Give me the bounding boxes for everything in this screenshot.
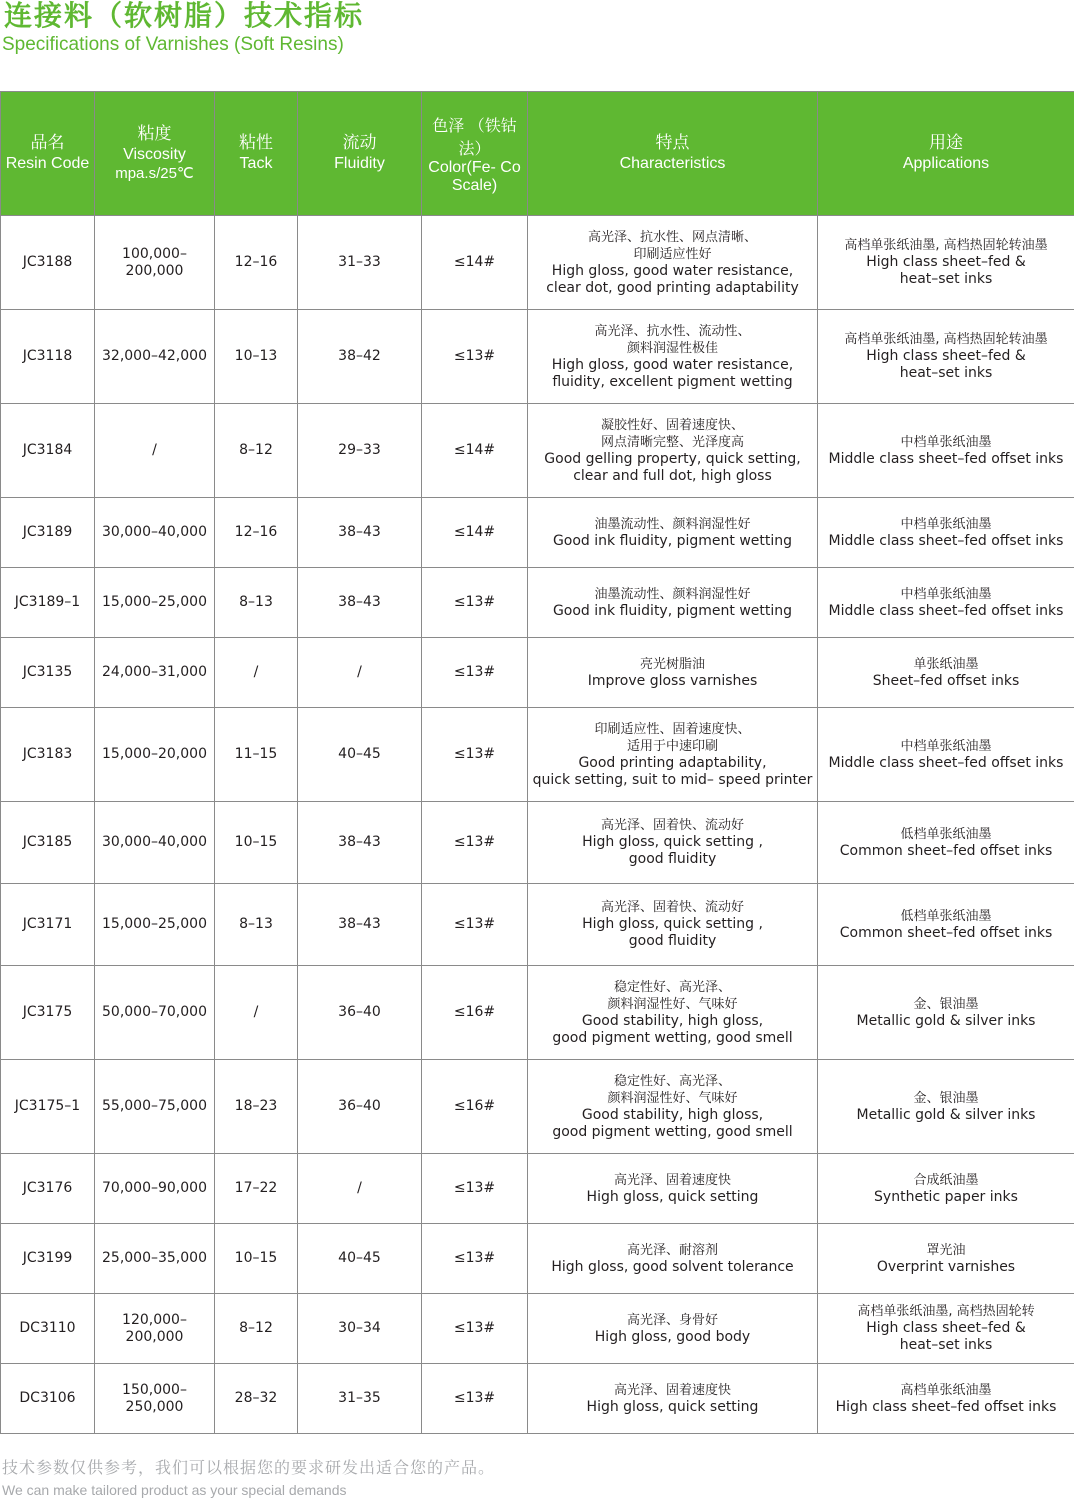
characteristics-cell-line: 高光泽、抗水性、网点清晰、: [587, 229, 757, 245]
table-row: [1, 404, 1074, 498]
header-characteristics: 特点 Characteristics: [528, 92, 818, 216]
table-row: [1, 1294, 1074, 1364]
resin-code-cell: DC3106: [1, 1364, 95, 1434]
resin-code-cell: JC3175: [1, 966, 95, 1060]
color-cell: ≤13#: [422, 1224, 528, 1294]
fluidity-cell: 31–35: [298, 1364, 422, 1434]
tack-cell: 17–22: [215, 1154, 298, 1224]
applications-cell-line: 金、银油墨: [913, 1090, 979, 1106]
characteristics-cell: [528, 498, 818, 568]
characteristics-cell-line: Good stability, high gloss,: [581, 1106, 764, 1123]
applications-cell-line: High class sheet–fed &: [866, 254, 1026, 270]
applications-cell: [818, 216, 1074, 310]
applications-cell-line: High class sheet–fed &: [866, 1320, 1026, 1336]
characteristics-cell-line: 稳定性好、高光泽、: [613, 979, 731, 995]
characteristics-cell-line: Good ink fluidity, pigment wetting: [552, 602, 793, 619]
fluidity-cell: 36–40: [298, 1060, 422, 1154]
fluidity-cell: 40–45: [298, 1224, 422, 1294]
tack-cell: 8–12: [215, 404, 298, 498]
resin-code-cell: JC3185: [1, 802, 95, 884]
applications-cell-line: 高档单张纸油墨, 高档热固轮转: [857, 1304, 1035, 1319]
characteristics-cell: [528, 1364, 818, 1434]
applications-cell: [818, 1364, 1074, 1434]
table-row: [1, 310, 1074, 404]
page-title-english: Specifications of Varnishes (Soft Resins): [2, 34, 344, 55]
viscosity-cell-line: 32,000–42,000: [102, 348, 207, 364]
resin-code-cell: DC3110: [1, 1294, 95, 1364]
characteristics-cell-line: Good stability, high gloss,: [581, 1012, 764, 1029]
characteristics-cell-line: High gloss, good body: [594, 1328, 751, 1345]
characteristics-cell-line: 亮光树脂油: [639, 656, 705, 672]
viscosity-cell-line: 250,000: [125, 1398, 184, 1415]
viscosity-cell: [95, 884, 215, 966]
viscosity-cell-line: 200,000: [125, 1328, 184, 1345]
applications-cell-line: High class sheet–fed offset inks: [835, 1398, 1057, 1415]
fluidity-cell: 36–40: [298, 966, 422, 1060]
table-row: [1, 216, 1074, 310]
characteristics-cell-line: 高光泽、耐溶剂: [626, 1242, 718, 1258]
characteristics-cell: [528, 884, 818, 966]
table-header-row: [1, 92, 1074, 216]
tack-cell: 10–15: [215, 802, 298, 884]
characteristics-cell-line: High gloss, quick setting: [586, 1188, 759, 1205]
tack-cell: 12–16: [215, 498, 298, 568]
viscosity-cell-line: 15,000–25,000: [102, 594, 207, 610]
resin-code-cell: JC3175–1: [1, 1060, 95, 1154]
applications-cell: [818, 966, 1074, 1060]
tack-cell: 8–13: [215, 568, 298, 638]
viscosity-cell-line: 70,000–90,000: [102, 1180, 207, 1196]
characteristics-cell-line: 高光泽、固着速度快: [613, 1382, 731, 1398]
characteristics-cell-line: good fluidity: [628, 933, 717, 949]
characteristics-cell-line: 高光泽、身骨好: [626, 1312, 718, 1328]
viscosity-cell-line: 30,000–40,000: [102, 524, 207, 540]
characteristics-cell: [528, 708, 818, 802]
tack-cell: 8–12: [215, 1294, 298, 1364]
color-cell: ≤13#: [422, 1294, 528, 1364]
color-cell: ≤14#: [422, 404, 528, 498]
applications-cell-line: Middle class sheet–fed offset inks: [828, 754, 1064, 771]
viscosity-cell-line: 15,000–20,000: [102, 746, 207, 762]
color-cell: ≤16#: [422, 1060, 528, 1154]
resin-code-cell: JC3118: [1, 310, 95, 404]
characteristics-cell-line: 油墨流动性、颜料润湿性好: [594, 586, 751, 602]
characteristics-cell-line: good pigment wetting, good smell: [552, 1029, 793, 1046]
applications-cell-line: Metallic gold & silver inks: [856, 1012, 1036, 1029]
characteristics-cell-line: good pigment wetting, good smell: [552, 1123, 793, 1140]
fluidity-cell: 38–43: [298, 802, 422, 884]
applications-cell-line: Metallic gold & silver inks: [856, 1106, 1036, 1123]
table-row: [1, 1364, 1074, 1434]
tack-cell: 10–13: [215, 310, 298, 404]
characteristics-cell-line: Good printing adaptability,: [578, 754, 767, 771]
fluidity-cell: 38–43: [298, 498, 422, 568]
fluidity-cell: 31–33: [298, 216, 422, 310]
table-row: [1, 1224, 1074, 1294]
fluidity-cell: 38–43: [298, 884, 422, 966]
viscosity-cell-line: 24,000–31,000: [102, 664, 207, 680]
viscosity-cell: [95, 638, 215, 708]
fluidity-cell: 40–45: [298, 708, 422, 802]
characteristics-cell-line: 印刷适应性、固着速度快、: [594, 721, 751, 737]
resin-code-cell: JC3183: [1, 708, 95, 802]
color-cell: ≤13#: [422, 884, 528, 966]
characteristics-cell-line: High gloss, quick setting ,: [582, 916, 763, 932]
tack-cell: /: [215, 638, 298, 708]
header-color: 色泽 （铁钴法） Color(Fe- Co Scale): [422, 92, 528, 216]
table-body: [1, 216, 1074, 1434]
characteristics-cell-line: good fluidity: [628, 851, 717, 867]
color-cell: ≤13#: [422, 310, 528, 404]
applications-cell: [818, 1060, 1074, 1154]
viscosity-cell-line: 100,000–: [122, 245, 187, 262]
fluidity-cell: 30–34: [298, 1294, 422, 1364]
viscosity-cell-line: 25,000–35,000: [102, 1250, 207, 1266]
color-cell: ≤13#: [422, 638, 528, 708]
characteristics-cell-line: 高光泽、固着快、流动好: [600, 900, 744, 915]
header-fluidity: 流动 Fluidity: [298, 92, 422, 216]
applications-cell: [818, 498, 1074, 568]
applications-cell-line: 罩光油: [926, 1242, 966, 1258]
resin-code-cell: JC3135: [1, 638, 95, 708]
footer-note-chinese: 技术参数仅供参考，我们可以根据您的要求研发出适合您的产品。: [2, 1458, 496, 1477]
applications-cell: [818, 708, 1074, 802]
characteristics-cell-line: clear dot, good printing adaptability: [546, 279, 799, 296]
characteristics-cell-line: 适用于中速印刷: [626, 738, 718, 754]
applications-cell-line: Middle class sheet–fed offset inks: [828, 602, 1064, 619]
viscosity-cell: [95, 1364, 215, 1434]
tack-cell: 8–13: [215, 884, 298, 966]
characteristics-cell-line: Good ink fluidity, pigment wetting: [552, 532, 793, 549]
characteristics-cell-line: 颜料润湿性好、气味好: [607, 996, 738, 1012]
color-cell: ≤13#: [422, 802, 528, 884]
color-cell: ≤13#: [422, 1154, 528, 1224]
characteristics-cell: [528, 1060, 818, 1154]
resin-code-cell: JC3184: [1, 404, 95, 498]
tack-cell: 11–15: [215, 708, 298, 802]
characteristics-cell-line: High gloss, quick setting ,: [582, 834, 763, 850]
viscosity-cell-line: 150,000–: [122, 1381, 187, 1398]
varnish-spec-table: [0, 91, 1074, 1434]
table-row: [1, 498, 1074, 568]
characteristics-cell-line: fluidity, excellent pigment wetting: [552, 373, 793, 390]
characteristics-cell: [528, 216, 818, 310]
page-title-chinese: 连接料（软树脂）技术指标: [4, 0, 365, 32]
applications-cell-line: 低档单张纸油墨: [900, 908, 992, 924]
viscosity-cell-line: 55,000–75,000: [102, 1098, 207, 1114]
characteristics-cell-line: quick setting, suit to mid– speed printer: [532, 771, 813, 788]
applications-cell: [818, 1154, 1074, 1224]
applications-cell-line: heat–set inks: [899, 1337, 993, 1353]
viscosity-cell: [95, 802, 215, 884]
table-row: [1, 966, 1074, 1060]
viscosity-cell: [95, 1060, 215, 1154]
applications-cell-line: 中档单张纸油墨: [900, 434, 992, 450]
tack-cell: 28–32: [215, 1364, 298, 1434]
applications-cell-line: Middle class sheet–fed offset inks: [828, 450, 1064, 467]
characteristics-cell-line: High gloss, good water resistance,: [551, 356, 794, 373]
header-resin-code: 品名 Resin Code: [1, 92, 95, 216]
applications-cell-line: Overprint varnishes: [876, 1258, 1016, 1275]
characteristics-cell-line: Improve gloss varnishes: [587, 672, 758, 689]
applications-cell-line: Middle class sheet–fed offset inks: [828, 532, 1064, 549]
applications-cell: [818, 802, 1074, 884]
viscosity-cell-line: /: [152, 442, 157, 458]
applications-cell-line: 中档单张纸油墨: [900, 516, 992, 532]
table-row: [1, 1154, 1074, 1224]
fluidity-cell: 38–43: [298, 568, 422, 638]
tack-cell: 12–16: [215, 216, 298, 310]
characteristics-cell: [528, 404, 818, 498]
color-cell: ≤13#: [422, 568, 528, 638]
characteristics-cell-line: High gloss, good solvent tolerance: [551, 1258, 794, 1275]
tack-cell: /: [215, 966, 298, 1060]
table-row: [1, 802, 1074, 884]
characteristics-cell-line: 高光泽、固着速度快: [613, 1172, 731, 1188]
resin-code-cell: JC3199: [1, 1224, 95, 1294]
viscosity-cell: [95, 708, 215, 802]
applications-cell-line: heat–set inks: [899, 271, 993, 287]
viscosity-cell-line: 15,000–25,000: [102, 916, 207, 932]
tack-cell: 18–23: [215, 1060, 298, 1154]
resin-code-cell: JC3189: [1, 498, 95, 568]
tack-cell: 10–15: [215, 1224, 298, 1294]
color-cell: ≤13#: [422, 708, 528, 802]
color-cell: ≤13#: [422, 1364, 528, 1434]
characteristics-cell: [528, 1224, 818, 1294]
viscosity-cell-line: 50,000–70,000: [102, 1004, 207, 1020]
characteristics-cell: [528, 310, 818, 404]
header-viscosity: 粘度 Viscosity mpa.s/25℃: [95, 92, 215, 216]
fluidity-cell: /: [298, 1154, 422, 1224]
table-row: [1, 884, 1074, 966]
table-row: [1, 708, 1074, 802]
viscosity-cell: [95, 1154, 215, 1224]
applications-cell: [818, 1294, 1074, 1364]
viscosity-cell-line: 30,000–40,000: [102, 834, 207, 850]
table-row: [1, 1060, 1074, 1154]
applications-cell-line: High class sheet–fed &: [866, 348, 1026, 364]
characteristics-cell-line: 稳定性好、高光泽、: [613, 1073, 731, 1089]
applications-cell-line: 高档单张纸油墨, 高档热固轮转油墨: [844, 238, 1048, 253]
fluidity-cell: /: [298, 638, 422, 708]
applications-cell: [818, 404, 1074, 498]
viscosity-cell-line: 200,000: [125, 262, 184, 279]
characteristics-cell-line: 网点清晰完整、光泽度高: [600, 434, 744, 450]
resin-code-cell: JC3176: [1, 1154, 95, 1224]
characteristics-cell-line: 油墨流动性、颜料润湿性好: [594, 516, 751, 532]
applications-cell: [818, 1224, 1074, 1294]
resin-code-cell: JC3171: [1, 884, 95, 966]
characteristics-cell-line: 印刷适应性好: [633, 246, 712, 262]
fluidity-cell: 38–42: [298, 310, 422, 404]
characteristics-cell: [528, 568, 818, 638]
resin-code-cell: JC3188: [1, 216, 95, 310]
applications-cell: [818, 568, 1074, 638]
applications-cell-line: Synthetic paper inks: [874, 1188, 1018, 1205]
characteristics-cell: [528, 802, 818, 884]
applications-cell-line: 低档单张纸油墨: [900, 826, 992, 842]
characteristics-cell: [528, 638, 818, 708]
viscosity-cell: [95, 216, 215, 310]
viscosity-cell: [95, 966, 215, 1060]
applications-cell: [818, 884, 1074, 966]
applications-cell-line: Common sheet–fed offset inks: [839, 924, 1053, 941]
resin-code-cell: JC3189–1: [1, 568, 95, 638]
characteristics-cell-line: 高光泽、固着快、流动好: [600, 818, 744, 833]
characteristics-cell-line: 凝胶性好、固着速度快、: [600, 417, 744, 433]
applications-cell-line: 单张纸油墨: [913, 656, 979, 672]
viscosity-cell: [95, 1224, 215, 1294]
characteristics-cell-line: 颜料润湿性极佳: [626, 340, 718, 356]
color-cell: ≤16#: [422, 966, 528, 1060]
viscosity-cell: [95, 1294, 215, 1364]
applications-cell: [818, 638, 1074, 708]
applications-cell-line: 高档单张纸油墨, 高档热固轮转油墨: [844, 332, 1048, 347]
applications-cell-line: 金、银油墨: [913, 996, 979, 1012]
applications-cell-line: 合成纸油墨: [913, 1172, 979, 1188]
applications-cell-line: Common sheet–fed offset inks: [839, 842, 1053, 859]
characteristics-cell-line: clear and full dot, high gloss: [573, 467, 772, 484]
applications-cell-line: Sheet–fed offset inks: [872, 672, 1020, 689]
characteristics-cell-line: Good gelling property, quick setting,: [544, 450, 801, 467]
header-applications: 用途 Applications: [818, 92, 1074, 216]
characteristics-cell-line: High gloss, good water resistance,: [551, 262, 794, 279]
characteristics-cell-line: High gloss, quick setting: [586, 1398, 759, 1415]
characteristics-cell-line: 高光泽、抗水性、流动性、: [594, 323, 751, 339]
viscosity-cell: [95, 404, 215, 498]
fluidity-cell: 29–33: [298, 404, 422, 498]
header-tack: 粘性 Tack: [215, 92, 298, 216]
footer-note-english: We can make tailored product as your special demands: [2, 1482, 347, 1498]
viscosity-cell: [95, 498, 215, 568]
applications-cell-line: 中档单张纸油墨: [900, 738, 992, 754]
applications-cell-line: 中档单张纸油墨: [900, 586, 992, 602]
applications-cell: [818, 310, 1074, 404]
color-cell: ≤14#: [422, 498, 528, 568]
table-row: [1, 638, 1074, 708]
color-cell: ≤14#: [422, 216, 528, 310]
table-row: [1, 568, 1074, 638]
applications-cell-line: 高档单张纸油墨: [900, 1382, 992, 1398]
viscosity-cell-line: 120,000–: [122, 1311, 187, 1328]
viscosity-cell: [95, 568, 215, 638]
characteristics-cell: [528, 1154, 818, 1224]
characteristics-cell: [528, 966, 818, 1060]
characteristics-cell: [528, 1294, 818, 1364]
viscosity-cell: [95, 310, 215, 404]
characteristics-cell-line: 颜料润湿性好、气味好: [607, 1090, 738, 1106]
applications-cell-line: heat–set inks: [899, 365, 993, 381]
